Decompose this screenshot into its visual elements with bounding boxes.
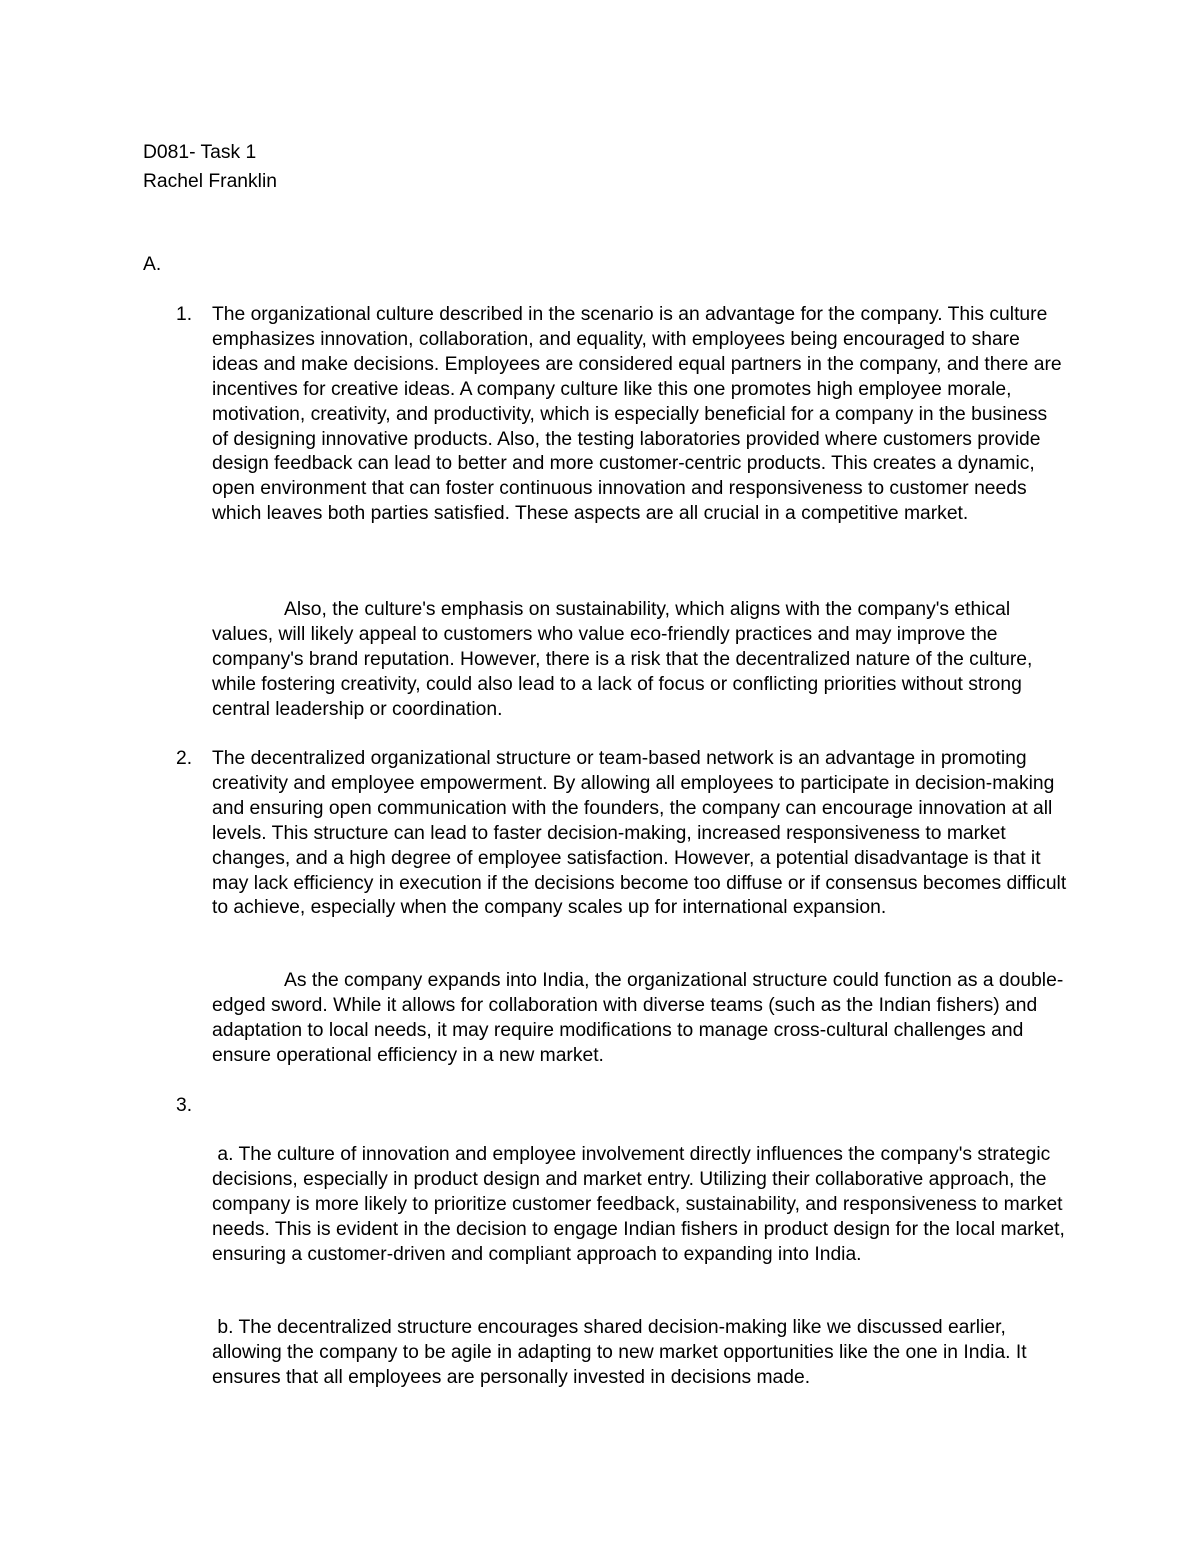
item-1-paragraph-1: The organizational culture described in the scenario is an advantage for the company. This culture emphasizes innovation, collaboration, and equality, with employees being encouraged to share ideas and make decisions. Employees are considered equal partners in the company, and there are incentives for creative ideas. A company culture like this one promotes high employee morale, motivation, creativity, and productivity, which is especially beneficial for a company in the business of designing innovative products. Also, the testing laboratories provided where customers provide design feedback can lead to better and more customer-centric products. This creates a dynamic, open environment that can foster continuous innovation and responsiveness to customer needs which leaves both parties satisfied. These aspects are all crucial in a competitive market. [212, 304, 1062, 525]
item-number-3: 3. [176, 1095, 193, 1116]
item-3-paragraph-b: b. The decentralized structure encourages shared decision-making like we discussed earlier, allowing the company to be agile in adapting to new market opportunities like the one in India. It ensures that all employees are personally invested in decisions made. [212, 1317, 1032, 1388]
document-title: D081- Task 1 [143, 142, 257, 163]
item-number-2: 2. [176, 748, 193, 769]
section-label: A. [143, 254, 162, 275]
item-3-paragraph-a: a. The culture of innovation and employee involvement directly influences the company's strategic decisions, especially in product design and market entry. Utilizing their collaborative approach, the company is more likely to prioritize customer feedback, sustainability, and responsiveness to market needs. This is evident in the decision to engage Indian fishers in product design for the local market, ensuring a customer-driven and compliant approach to expanding into India. [212, 1144, 1071, 1265]
item-2-paragraph-2: As the company expands into India, the organizational structure could function as a double-edged sword. While it allows for collaboration with diverse teams (such as the Indian fishers) and adaptation to local needs, it may require modifications to manage cross-cultural challenges and ensure operational efficiency in a new market. [212, 970, 1064, 1066]
document-author: Rachel Franklin [143, 171, 277, 192]
item-1-paragraph-2: Also, the culture's emphasis on sustainability, which aligns with the company's ethical values, will likely appeal to customers who value eco-friendly practices and may improve the company's brand reputation. However, there is a risk that the decentralized nature of the culture, while fostering creativity, could also lead to a lack of focus or conflicting priorities without strong central leadership or coordination. [212, 599, 1033, 720]
item-number-1: 1. [176, 304, 193, 325]
item-2-paragraph-1: The decentralized organizational structure or team-based network is an advantage in promoting creativity and employee empowerment. By allowing all employees to participate in decision-making and ensuring open communication with the founders, the company can encourage innovation at all levels. This structure can lead to faster decision-making, increased responsiveness to market changes, and a high degree of employee satisfaction. However, a potential disadvantage is that it may lack efficiency in execution if the decisions become too diffuse or if consensus becomes difficult to achieve, especially when the company scales up for international expansion. [212, 748, 1067, 919]
